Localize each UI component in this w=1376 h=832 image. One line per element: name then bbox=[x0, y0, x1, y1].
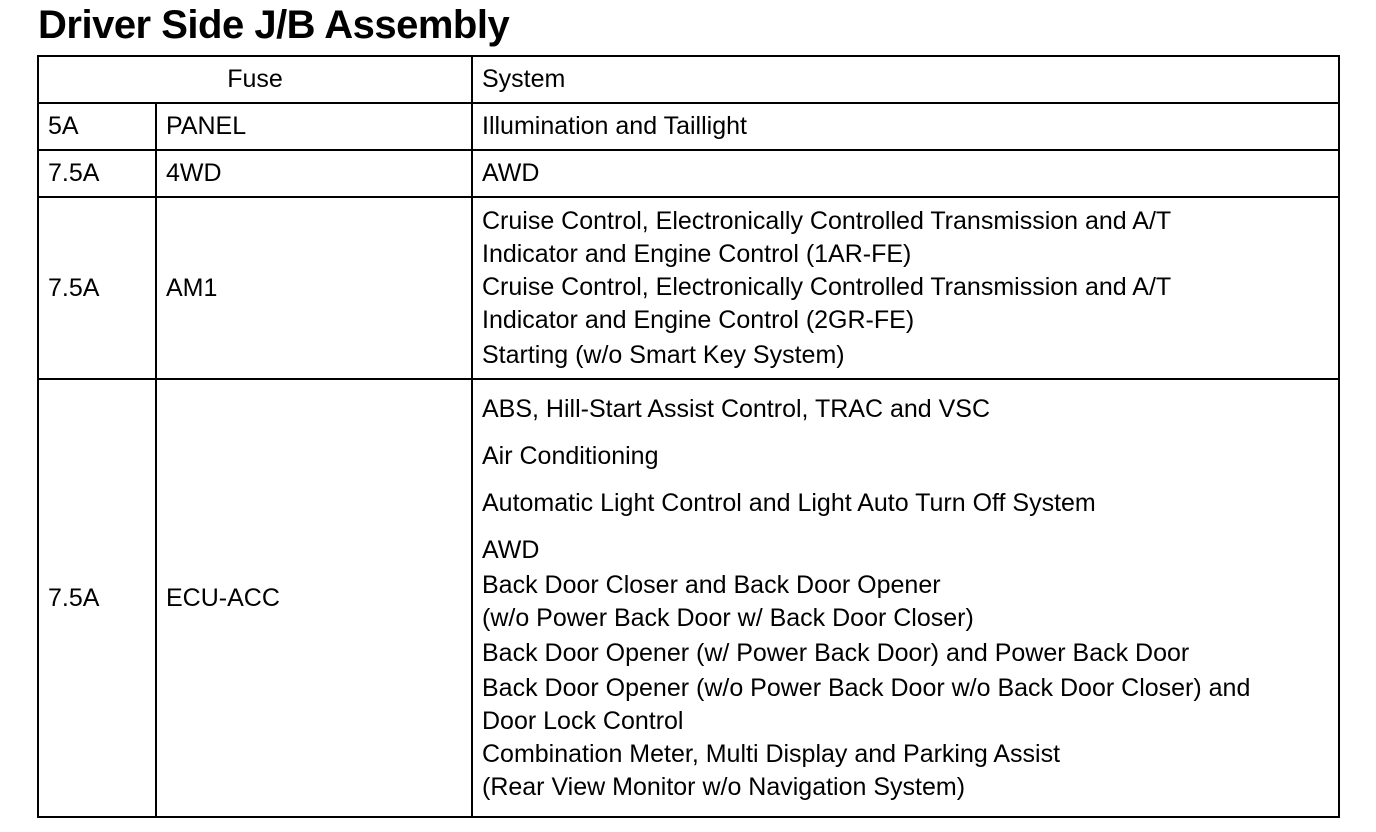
table-row bbox=[38, 379, 1339, 817]
system-entry: Back Door Closer and Back Door Opener bbox=[482, 570, 941, 599]
system-entry: ABS, Hill-Start Assist Control, TRAC and VSC bbox=[482, 394, 991, 423]
system-entry: AWD bbox=[482, 159, 540, 187]
system-entry: Cruise Control, Electronically Controlled Transmission and A/T bbox=[482, 272, 1172, 301]
system-entry: Back Door Opener (w/ Power Back Door) and Power Back Door bbox=[482, 638, 1190, 667]
system-entry: Combination Meter, Multi Display and Parking Assist bbox=[482, 739, 1061, 768]
system-cell bbox=[472, 103, 1339, 150]
table-row bbox=[38, 103, 1339, 150]
fuse-column-header: Fuse bbox=[38, 56, 472, 103]
system-entry: Automatic Light Control and Light Auto Turn Off System bbox=[482, 488, 1096, 517]
fuse-name: AM1 bbox=[156, 197, 472, 379]
table-header-row bbox=[38, 56, 1339, 103]
system-cell bbox=[472, 379, 1339, 817]
fuse-name: ECU-ACC bbox=[156, 379, 472, 817]
fuse-name: PANEL bbox=[156, 103, 472, 150]
system-entry: Cruise Control, Electronically Controlled Transmission and A/T bbox=[482, 206, 1172, 235]
system-entry: Illumination and Taillight bbox=[482, 112, 747, 140]
fuse-amperage: 7.5A bbox=[38, 150, 156, 197]
system-entry: Starting (w/o Smart Key System) bbox=[482, 340, 845, 369]
system-column-header: System bbox=[472, 56, 1339, 103]
system-entry: Indicator and Engine Control (2GR-FE) bbox=[482, 305, 915, 334]
system-entry: (Rear View Monitor w/o Navigation System) bbox=[482, 772, 966, 801]
table-row bbox=[38, 150, 1339, 197]
system-entry: Indicator and Engine Control (1AR-FE) bbox=[482, 239, 912, 268]
system-entry: Back Door Opener (w/o Power Back Door w/o Back Door Closer) and bbox=[482, 673, 1251, 702]
table-row bbox=[38, 197, 1339, 379]
fuse-name: 4WD bbox=[156, 150, 472, 197]
system-entry: Door Lock Control bbox=[482, 706, 684, 735]
system-cell bbox=[472, 197, 1339, 379]
fuse-table bbox=[37, 55, 1340, 818]
page-title: Driver Side J/B Assembly bbox=[38, 3, 510, 47]
fuse-amperage: 7.5A bbox=[38, 197, 156, 379]
system-entry: (w/o Power Back Door w/ Back Door Closer) bbox=[482, 603, 974, 632]
system-entry: Air Conditioning bbox=[482, 441, 659, 470]
fuse-amperage: 7.5A bbox=[38, 379, 156, 817]
system-entry: AWD bbox=[482, 535, 540, 564]
fuse-amperage: 5A bbox=[38, 103, 156, 150]
system-cell bbox=[472, 150, 1339, 197]
